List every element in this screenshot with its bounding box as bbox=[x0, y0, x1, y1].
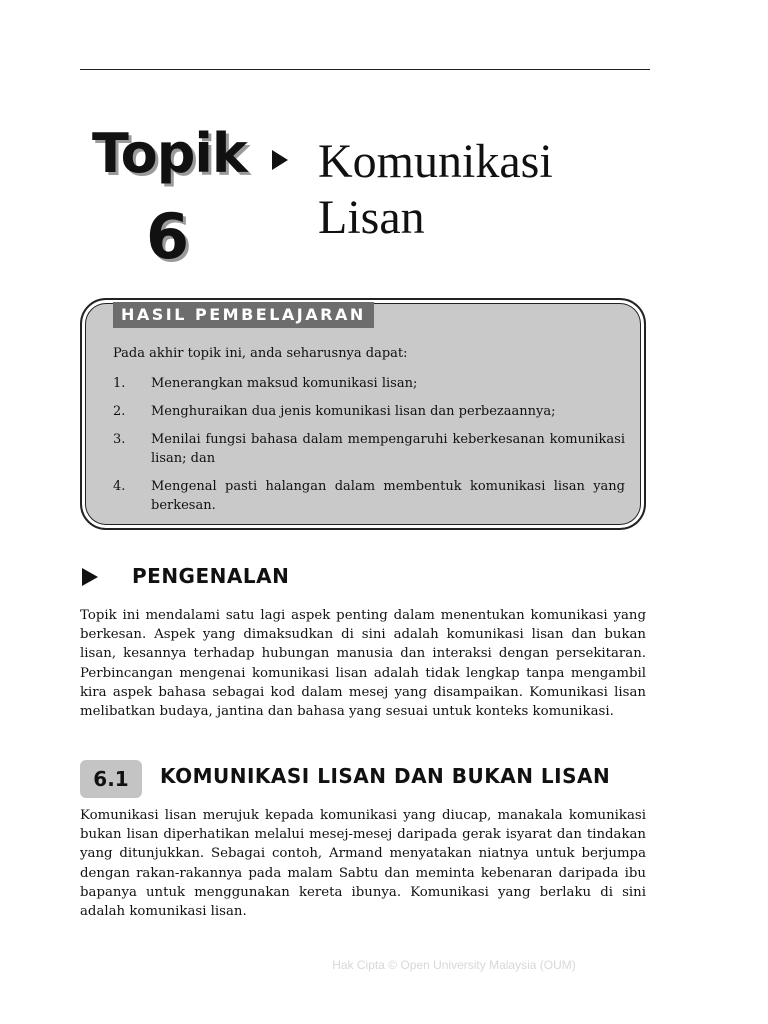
list-item-text: Menilai fungsi bahasa dalam mempengaruhi keberkesanan komunikasi lisan; dan bbox=[151, 432, 625, 466]
play-arrow-icon bbox=[272, 150, 288, 170]
learning-outcomes-label: HASIL PEMBELAJARAN bbox=[113, 302, 374, 328]
topic-word: Topik bbox=[92, 122, 247, 185]
section-paragraph: Komunikasi lisan merujuk kepada komunikasi yang diucap, manakala komunikasi bukan lisan diperhatikan melalui mesej-mesej daripada gerak isyarat dan tindakan yang ditunjukkan. Sebagai contoh, Armand menyatakan niatnya untuk berjumpa dengan rakan-rakannya pada malam Sabtu dan meminta kebenaran daripada ibu bapanya untuk menggunakan kereta ibunya. Komunikasi yang berlaku di sini adalah komunikasi lisan. bbox=[80, 808, 646, 920]
section-number-badge: 6.1 bbox=[80, 760, 142, 798]
learning-outcomes-intro: Pada akhir topik ini, anda seharusnya dapat: bbox=[113, 346, 408, 361]
list-item-number: 2. bbox=[113, 404, 126, 419]
list-item bbox=[113, 402, 625, 421]
page-title bbox=[318, 134, 553, 246]
section-title: KOMUNIKASI LISAN DAN BUKAN LISAN bbox=[160, 764, 611, 788]
list-item bbox=[113, 430, 625, 468]
copyright-footer: Hak Cipta © Open University Malaysia (OUM) bbox=[332, 958, 576, 972]
section-title: PENGENALAN bbox=[132, 564, 290, 588]
play-arrow-icon bbox=[82, 568, 98, 586]
intro-section-heading bbox=[80, 562, 650, 592]
top-rule bbox=[80, 69, 650, 70]
list-item-text: Mengenal pasti halangan dalam membentuk komunikasi lisan yang berkesan. bbox=[151, 479, 625, 513]
list-item-text: Menerangkan maksud komunikasi lisan; bbox=[151, 376, 418, 391]
learning-outcomes-list bbox=[113, 374, 625, 524]
list-item bbox=[113, 374, 625, 393]
list-item-text: Menghuraikan dua jenis komunikasi lisan dan perbezaannya; bbox=[151, 404, 556, 419]
list-item-number: 1. bbox=[113, 376, 126, 391]
list-item-number: 3. bbox=[113, 432, 126, 447]
topic-number: 6 bbox=[146, 200, 190, 273]
list-item bbox=[113, 477, 625, 515]
title-line-2: Lisan bbox=[318, 191, 425, 244]
list-item-number: 4. bbox=[113, 479, 126, 494]
intro-paragraph: Topik ini mendalami satu lagi aspek penting dalam menentukan komunikasi yang berkesan. Aspek yang dimaksudkan di sini adalah komunikasi lisan dan bukan lisan, kesannya terhadap hubungan manusia dan interaksi dengan persekitaran. Perbincangan mengenai komunikasi lisan adalah tidak lengkap tanpa mengambil kira aspek bahasa sebagai kod dalam mesej yang disampaikan. Komunikasi lisan melibatkan budaya, jantina dan bahasa yang sesuai untuk konteks komunikasi. bbox=[80, 608, 646, 720]
title-line-1: Komunikasi bbox=[318, 135, 553, 188]
